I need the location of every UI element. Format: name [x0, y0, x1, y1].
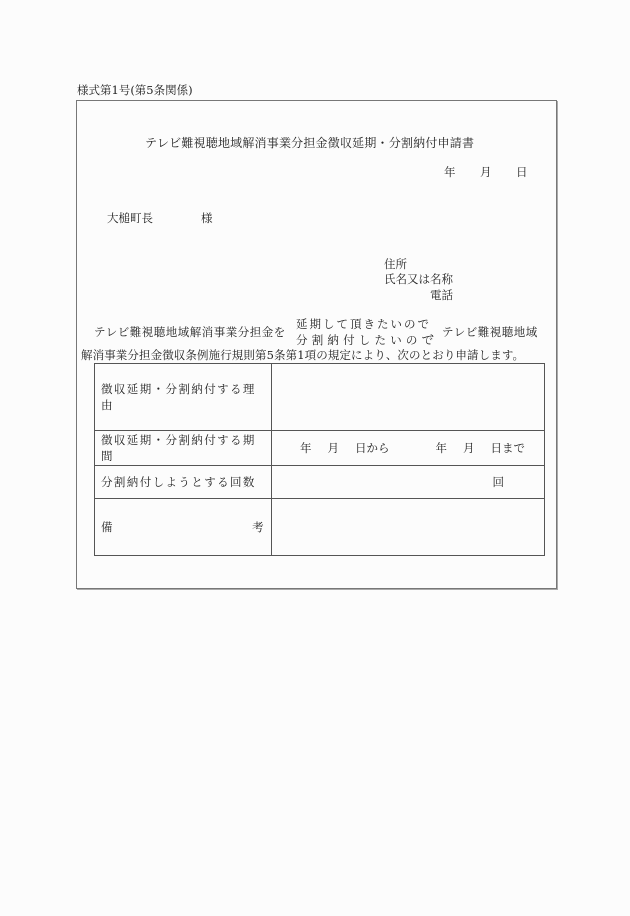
date-day-label: 日 — [516, 165, 528, 179]
phone-label: 電話 — [430, 288, 453, 302]
document-title: テレビ難視聴地域解消事業分担金徴収延期・分割納付申請書 — [145, 136, 475, 150]
addressee-name: 大槌町長 — [107, 211, 153, 225]
from-year: 年 — [300, 440, 312, 455]
period-label: 徴収延期・分割納付する期間 — [95, 430, 272, 465]
body-suffix: 、テレビ難視聴地域 — [430, 325, 538, 339]
reason-field[interactable] — [272, 364, 545, 431]
remarks-label — [95, 499, 272, 556]
remarks-field[interactable] — [272, 499, 545, 556]
option-installment: 分割納付したいので — [296, 333, 438, 347]
to-day: 日まで — [490, 440, 525, 455]
from-day: 日から — [355, 440, 390, 455]
name-label: 氏名又は名称 — [384, 272, 453, 286]
address-label: 住所 — [384, 257, 407, 271]
to-month: 月 — [463, 440, 475, 455]
table-row-installments — [95, 466, 545, 499]
from-month: 月 — [327, 440, 339, 455]
remarks-label-left: 備 — [101, 520, 114, 535]
table-row-period — [95, 430, 545, 465]
to-year: 年 — [435, 440, 447, 455]
reason-label: 徴収延期・分割納付する理由 — [95, 364, 272, 431]
remarks-label-right: 考 — [252, 520, 265, 535]
form-number: 様式第1号(第5条関係) — [77, 83, 193, 97]
date-year-label: 年 — [444, 165, 456, 179]
body-line2: 解消事業分担金徴収条例施行規則第5条第1項の規定により、次のとおり申請します。 — [81, 348, 525, 362]
body-prefix: テレビ難視聴地域解消事業分担金を — [94, 325, 286, 339]
installments-label: 分割納付しようとする回数 — [95, 466, 272, 499]
date-month-label: 月 — [480, 165, 492, 179]
table-row-reason — [95, 364, 545, 431]
option-postpone: 延期して頂きたいので — [296, 317, 431, 331]
addressee-honorific: 様 — [201, 211, 213, 225]
period-field[interactable] — [272, 430, 545, 465]
application-table — [94, 363, 545, 556]
installments-field[interactable]: 回 — [272, 466, 545, 499]
table-row-remarks — [95, 499, 545, 556]
